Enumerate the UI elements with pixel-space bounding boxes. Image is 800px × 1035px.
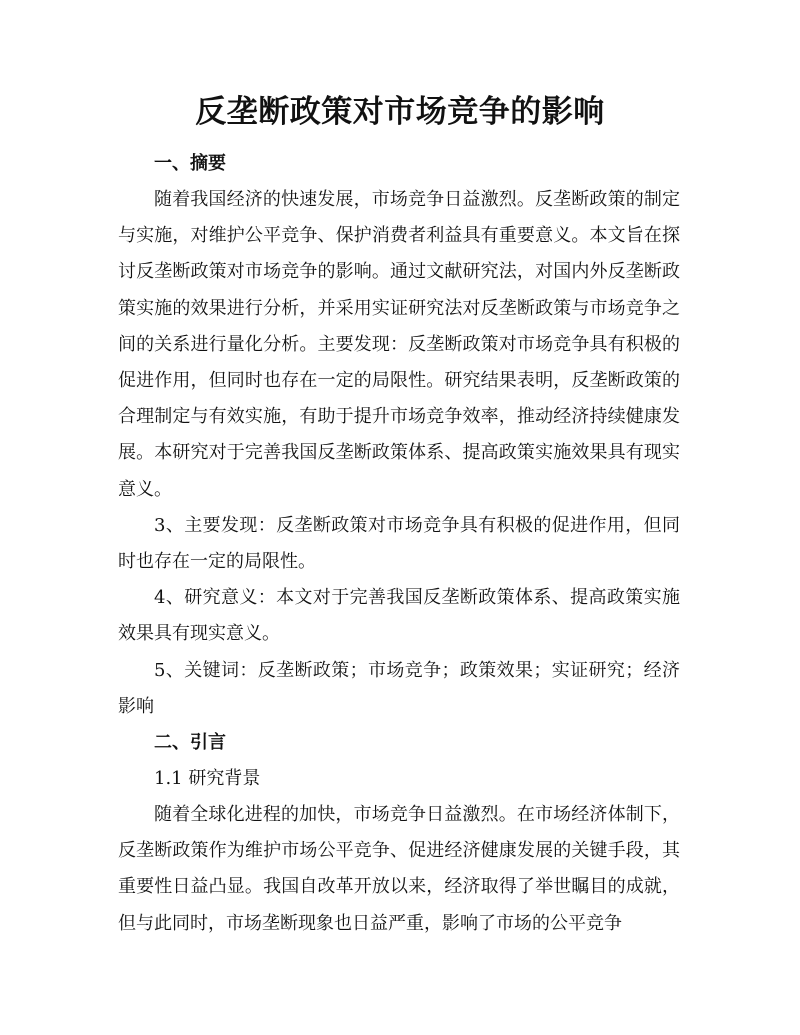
research-significance-paragraph: 4、研究意义：本文对于完善我国反垄断政策体系、提高政策实施效果具有现实意义。: [118, 587, 680, 645]
document-body: [118, 146, 680, 942]
abstract-paragraph: 随着我国经济的快速发展，市场竞争日益激烈。反垄断政策的制定与实施，对维护公平竞争、保护消费者利益具有重要意义。本文旨在探讨反垄断政策对市场竞争的影响。通过文献研究法，对国内外反垄断政策实施的效果进行分析，并采用实证研究法对反垄断政策与市场竞争之间的关系进行量化分析。主要发现：反垄断政策对市场竞争具有积极的促进作用，但同时也存在一定的局限性。研究结果表明，反垄断政策的合理制定与有效实施，有助于提升市场竞争效率，推动经济持续健康发展。本研究对于完善我国反垄断政策体系、提高政策实施效果具有现实意义。: [118, 189, 680, 500]
background-paragraph: 随着全球化进程的加快，市场竞争日益激烈。在市场经济体制下，反垄断政策作为维护市场公平竞争、促进经济健康发展的关键手段，其重要性日益凸显。我国自改革开放以来，经济取得了举世瞩目的成就，但与此同时，市场垄断现象也日益严重，影响了市场的公平竞争: [118, 804, 680, 934]
document-title: 反垄断政策对市场竞争的影响: [195, 94, 605, 130]
keywords-paragraph: 5、关键词：反垄断政策；市场竞争；政策效果；实证研究；经济影响: [118, 659, 680, 717]
section-heading-abstract: 一、摘要: [154, 153, 226, 174]
subsection-heading-background: 1.1 研究背景: [154, 768, 261, 790]
main-findings-paragraph: 3、主要发现：反垄断政策对市场竞争具有积极的促进作用，但同时也存在一定的局限性。: [118, 514, 680, 573]
section-heading-introduction: 二、引言: [154, 732, 226, 754]
